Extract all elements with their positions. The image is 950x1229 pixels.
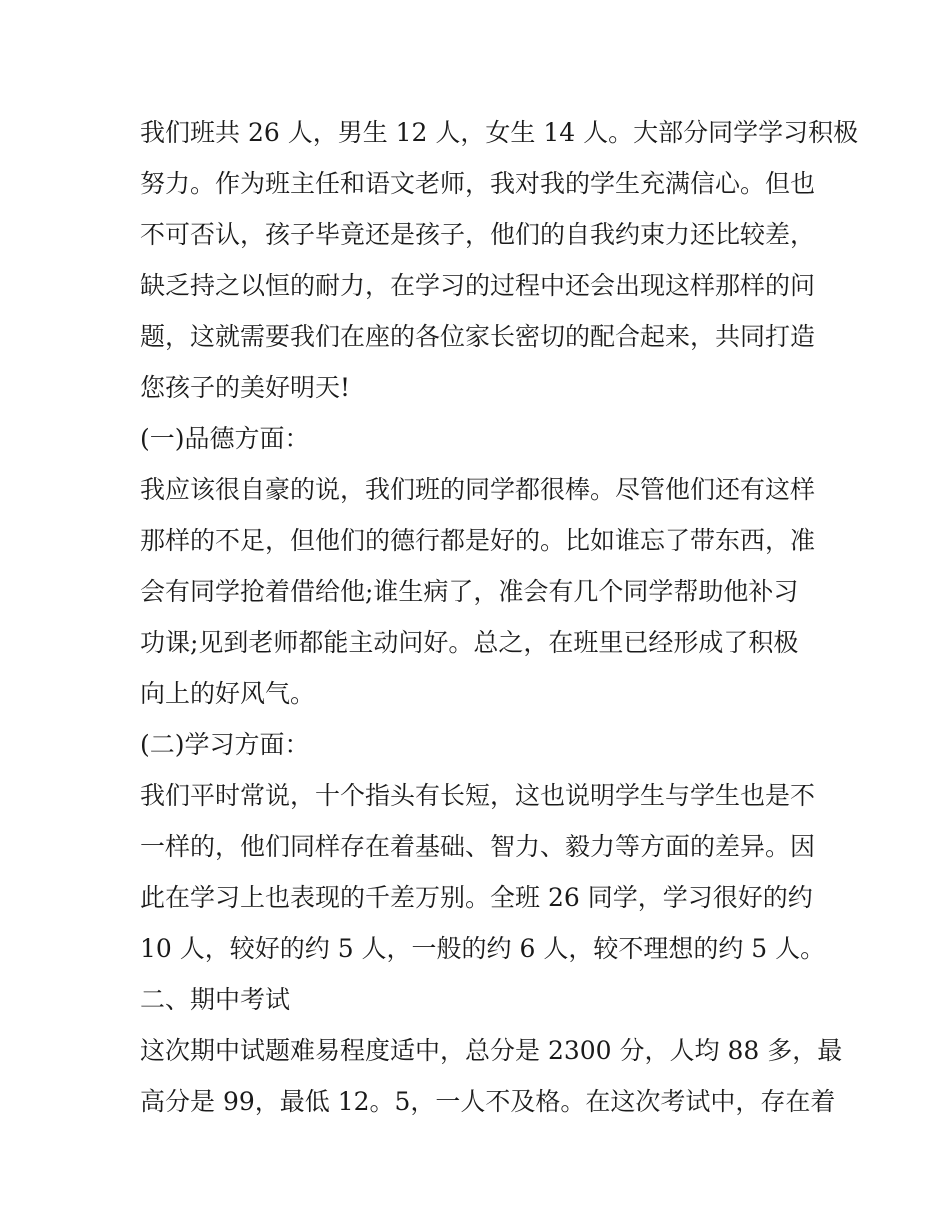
text-line: 功课;见到老师都能主动问好。总之，在班里已经形成了积极 xyxy=(140,628,799,657)
document-body xyxy=(140,107,859,1127)
text-line: 您孩子的美好明天! xyxy=(140,373,351,402)
text-line: 努力。作为班主任和语文老师，我对我的学生充满信心。但也 xyxy=(140,169,816,198)
text-line: 一样的，他们同样存在着基础、智力、毅力等方面的差异。因 xyxy=(140,832,816,861)
text-line: 我们平时常说，十个指头有长短，这也说明学生与学生也是不 xyxy=(140,781,816,810)
text-line: 缺乏持之以恒的耐力，在学习的过程中还会出现这样那样的问 xyxy=(140,271,816,300)
section-heading-midterm: 二、期中考试 xyxy=(140,985,291,1014)
text-line: 向上的好风气。 xyxy=(140,679,316,708)
text-line: 不可否认，孩子毕竟还是孩子，他们的自我约束力还比较差， xyxy=(140,220,816,249)
text-line: 题，这就需要我们在座的各位家长密切的配合起来，共同打造 xyxy=(140,322,816,351)
text-line: 会有同学抢着借给他;谁生病了，准会有几个同学帮助他补习 xyxy=(140,577,799,606)
text-line: 那样的不足，但他们的德行都是好的。比如谁忘了带东西，准 xyxy=(140,526,816,555)
section-heading-moral: (一)品德方面： xyxy=(140,424,310,453)
text-line: 这次期中试题难易程度适中，总分是 2300 分，人均 88 多，最 xyxy=(140,1036,843,1065)
text-line: 我应该很自豪的说，我们班的同学都很棒。尽管他们还有这样 xyxy=(140,475,816,504)
text-line: 我们班共 26 人，男生 12 人，女生 14 人。大部分同学学习积极 xyxy=(140,118,859,147)
text-line: 高分是 99，最低 12。5，一人不及格。在这次考试中，存在着 xyxy=(140,1087,836,1116)
text-line: 10 人，较好的约 5 人，一般的约 6 人，较不理想的约 5 人。 xyxy=(140,934,826,963)
text-line: 此在学习上也表现的千差万别。全班 26 同学，学习很好的约 xyxy=(140,883,813,912)
section-heading-study: (二)学习方面： xyxy=(140,730,310,759)
